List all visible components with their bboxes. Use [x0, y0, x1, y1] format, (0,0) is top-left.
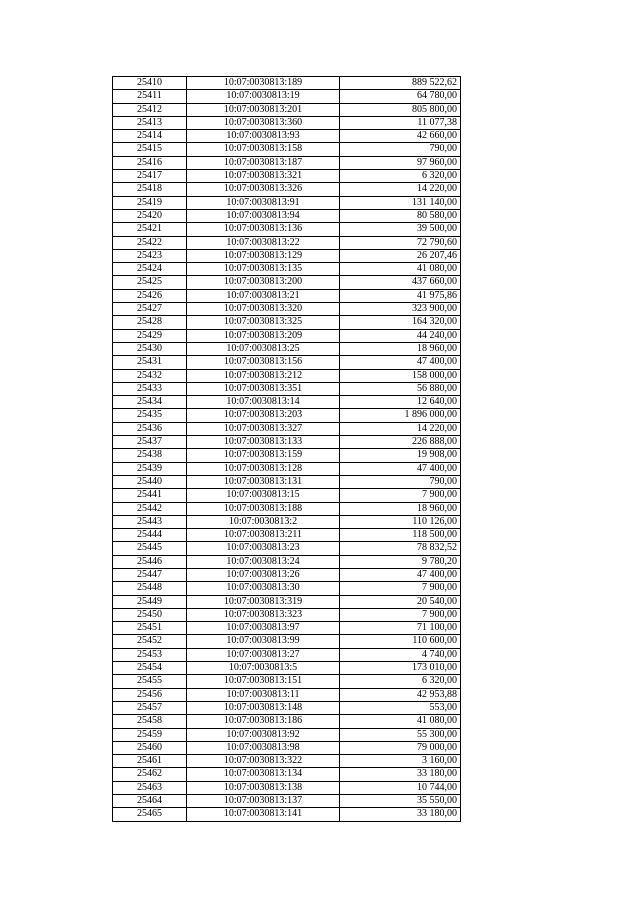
amount-cell: 7 900,00 [340, 608, 461, 621]
table-row [113, 329, 461, 342]
row-number-cell: 25423 [113, 249, 187, 262]
row-number-cell: 25431 [113, 356, 187, 369]
row-number-cell: 25443 [113, 515, 187, 528]
row-number-cell: 25458 [113, 715, 187, 728]
table-row [113, 369, 461, 382]
row-number-cell: 25441 [113, 489, 187, 502]
table-row [113, 209, 461, 222]
row-number-cell: 25438 [113, 449, 187, 462]
amount-cell: 110 600,00 [340, 635, 461, 648]
cadastral-number-cell: 10:07:0030813:25 [187, 342, 340, 355]
cadastral-number-cell: 10:07:0030813:24 [187, 555, 340, 568]
cadastral-number-cell: 10:07:0030813:98 [187, 741, 340, 754]
table-row [113, 90, 461, 103]
row-number-cell: 25433 [113, 382, 187, 395]
amount-cell: 47 400,00 [340, 356, 461, 369]
amount-cell: 26 207,46 [340, 249, 461, 262]
row-number-cell: 25436 [113, 422, 187, 435]
table-row [113, 156, 461, 169]
table-row [113, 502, 461, 515]
amount-cell: 18 960,00 [340, 342, 461, 355]
table-row [113, 688, 461, 701]
table-row [113, 236, 461, 249]
amount-cell: 97 960,00 [340, 156, 461, 169]
table-row [113, 675, 461, 688]
table-row [113, 701, 461, 714]
cadastral-number-cell: 10:07:0030813:99 [187, 635, 340, 648]
table-row [113, 130, 461, 143]
table-row [113, 741, 461, 754]
amount-cell: 323 900,00 [340, 303, 461, 316]
cadastral-number-cell: 10:07:0030813:327 [187, 422, 340, 435]
cadastral-number-cell: 10:07:0030813:5 [187, 662, 340, 675]
amount-cell: 72 790,60 [340, 236, 461, 249]
table-row [113, 143, 461, 156]
amount-cell: 3 160,00 [340, 755, 461, 768]
amount-cell: 79 000,00 [340, 741, 461, 754]
row-number-cell: 25442 [113, 502, 187, 515]
table-row [113, 396, 461, 409]
cadastral-number-cell: 10:07:0030813:325 [187, 316, 340, 329]
amount-cell: 6 320,00 [340, 170, 461, 183]
table-row [113, 303, 461, 316]
amount-cell: 110 126,00 [340, 515, 461, 528]
row-number-cell: 25439 [113, 462, 187, 475]
row-number-cell: 25428 [113, 316, 187, 329]
cadastral-number-cell: 10:07:0030813:134 [187, 768, 340, 781]
table-row [113, 662, 461, 675]
amount-cell: 44 240,00 [340, 329, 461, 342]
amount-cell: 6 320,00 [340, 675, 461, 688]
cadastral-number-cell: 10:07:0030813:151 [187, 675, 340, 688]
row-number-cell: 25460 [113, 741, 187, 754]
row-number-cell: 25410 [113, 77, 187, 90]
table-row [113, 289, 461, 302]
table-row [113, 781, 461, 794]
amount-cell: 7 900,00 [340, 489, 461, 502]
cadastral-number-cell: 10:07:0030813:187 [187, 156, 340, 169]
table-row [113, 475, 461, 488]
cadastral-number-cell: 10:07:0030813:159 [187, 449, 340, 462]
amount-cell: 131 140,00 [340, 196, 461, 209]
row-number-cell: 25449 [113, 595, 187, 608]
cadastral-table [112, 76, 461, 822]
amount-cell: 39 500,00 [340, 223, 461, 236]
cadastral-number-cell: 10:07:0030813:360 [187, 116, 340, 129]
table-row [113, 635, 461, 648]
row-number-cell: 25421 [113, 223, 187, 236]
row-number-cell: 25465 [113, 808, 187, 821]
cadastral-number-cell: 10:07:0030813:128 [187, 462, 340, 475]
table-row [113, 795, 461, 808]
amount-cell: 41 975,86 [340, 289, 461, 302]
table-row [113, 116, 461, 129]
cadastral-number-cell: 10:07:0030813:209 [187, 329, 340, 342]
row-number-cell: 25419 [113, 196, 187, 209]
row-number-cell: 25457 [113, 701, 187, 714]
row-number-cell: 25447 [113, 568, 187, 581]
amount-cell: 10 744,00 [340, 781, 461, 794]
row-number-cell: 25451 [113, 622, 187, 635]
row-number-cell: 25434 [113, 396, 187, 409]
amount-cell: 164 320,00 [340, 316, 461, 329]
cadastral-number-cell: 10:07:0030813:27 [187, 648, 340, 661]
table-row [113, 103, 461, 116]
amount-cell: 437 660,00 [340, 276, 461, 289]
row-number-cell: 25420 [113, 209, 187, 222]
row-number-cell: 25424 [113, 263, 187, 276]
table-row [113, 715, 461, 728]
cadastral-number-cell: 10:07:0030813:186 [187, 715, 340, 728]
row-number-cell: 25430 [113, 342, 187, 355]
row-number-cell: 25413 [113, 116, 187, 129]
cadastral-number-cell: 10:07:0030813:2 [187, 515, 340, 528]
row-number-cell: 25459 [113, 728, 187, 741]
table-row [113, 223, 461, 236]
cadastral-number-cell: 10:07:0030813:158 [187, 143, 340, 156]
table-row [113, 489, 461, 502]
cadastral-number-cell: 10:07:0030813:19 [187, 90, 340, 103]
amount-cell: 42 953,88 [340, 688, 461, 701]
amount-cell: 7 900,00 [340, 582, 461, 595]
amount-cell: 78 832,52 [340, 542, 461, 555]
table-row [113, 808, 461, 821]
row-number-cell: 25440 [113, 475, 187, 488]
amount-cell: 19 908,00 [340, 449, 461, 462]
amount-cell: 14 220,00 [340, 183, 461, 196]
row-number-cell: 25426 [113, 289, 187, 302]
row-number-cell: 25463 [113, 781, 187, 794]
table-row [113, 183, 461, 196]
row-number-cell: 25454 [113, 662, 187, 675]
amount-cell: 33 180,00 [340, 768, 461, 781]
cadastral-number-cell: 10:07:0030813:211 [187, 529, 340, 542]
table-row [113, 542, 461, 555]
cadastral-number-cell: 10:07:0030813:22 [187, 236, 340, 249]
cadastral-number-cell: 10:07:0030813:200 [187, 276, 340, 289]
table-row [113, 529, 461, 542]
cadastral-number-cell: 10:07:0030813:131 [187, 475, 340, 488]
cadastral-number-cell: 10:07:0030813:15 [187, 489, 340, 502]
table-row [113, 648, 461, 661]
table-body [113, 77, 461, 822]
table-row [113, 568, 461, 581]
amount-cell: 805 800,00 [340, 103, 461, 116]
table-row [113, 449, 461, 462]
row-number-cell: 25412 [113, 103, 187, 116]
row-number-cell: 25411 [113, 90, 187, 103]
row-number-cell: 25432 [113, 369, 187, 382]
amount-cell: 158 000,00 [340, 369, 461, 382]
amount-cell: 173 010,00 [340, 662, 461, 675]
amount-cell: 889 522,62 [340, 77, 461, 90]
row-number-cell: 25456 [113, 688, 187, 701]
cadastral-number-cell: 10:07:0030813:97 [187, 622, 340, 635]
document-page [112, 76, 461, 822]
table-row [113, 196, 461, 209]
cadastral-number-cell: 10:07:0030813:30 [187, 582, 340, 595]
amount-cell: 20 540,00 [340, 595, 461, 608]
row-number-cell: 25450 [113, 608, 187, 621]
cadastral-number-cell: 10:07:0030813:321 [187, 170, 340, 183]
cadastral-number-cell: 10:07:0030813:323 [187, 608, 340, 621]
table-row [113, 409, 461, 422]
cadastral-number-cell: 10:07:0030813:351 [187, 382, 340, 395]
table-row [113, 515, 461, 528]
cadastral-number-cell: 10:07:0030813:23 [187, 542, 340, 555]
row-number-cell: 25464 [113, 795, 187, 808]
row-number-cell: 25445 [113, 542, 187, 555]
cadastral-number-cell: 10:07:0030813:156 [187, 356, 340, 369]
table-row [113, 382, 461, 395]
table-row [113, 249, 461, 262]
row-number-cell: 25462 [113, 768, 187, 781]
amount-cell: 4 740,00 [340, 648, 461, 661]
cadastral-number-cell: 10:07:0030813:136 [187, 223, 340, 236]
cadastral-number-cell: 10:07:0030813:138 [187, 781, 340, 794]
cadastral-number-cell: 10:07:0030813:212 [187, 369, 340, 382]
table-row [113, 555, 461, 568]
cadastral-number-cell: 10:07:0030813:14 [187, 396, 340, 409]
table-row [113, 422, 461, 435]
amount-cell: 18 960,00 [340, 502, 461, 515]
table-row [113, 595, 461, 608]
amount-cell: 9 780,20 [340, 555, 461, 568]
row-number-cell: 25414 [113, 130, 187, 143]
cadastral-number-cell: 10:07:0030813:93 [187, 130, 340, 143]
table-row [113, 755, 461, 768]
cadastral-number-cell: 10:07:0030813:322 [187, 755, 340, 768]
row-number-cell: 25417 [113, 170, 187, 183]
row-number-cell: 25446 [113, 555, 187, 568]
table-row [113, 276, 461, 289]
cadastral-number-cell: 10:07:0030813:326 [187, 183, 340, 196]
cadastral-number-cell: 10:07:0030813:189 [187, 77, 340, 90]
table-row [113, 316, 461, 329]
cadastral-number-cell: 10:07:0030813:129 [187, 249, 340, 262]
amount-cell: 41 080,00 [340, 263, 461, 276]
table-row [113, 582, 461, 595]
amount-cell: 64 780,00 [340, 90, 461, 103]
row-number-cell: 25452 [113, 635, 187, 648]
row-number-cell: 25422 [113, 236, 187, 249]
table-row [113, 263, 461, 276]
cadastral-number-cell: 10:07:0030813:133 [187, 436, 340, 449]
amount-cell: 12 640,00 [340, 396, 461, 409]
amount-cell: 55 300,00 [340, 728, 461, 741]
amount-cell: 41 080,00 [340, 715, 461, 728]
row-number-cell: 25416 [113, 156, 187, 169]
row-number-cell: 25448 [113, 582, 187, 595]
row-number-cell: 25429 [113, 329, 187, 342]
cadastral-number-cell: 10:07:0030813:26 [187, 568, 340, 581]
amount-cell: 14 220,00 [340, 422, 461, 435]
amount-cell: 11 077,38 [340, 116, 461, 129]
amount-cell: 47 400,00 [340, 568, 461, 581]
cadastral-number-cell: 10:07:0030813:141 [187, 808, 340, 821]
amount-cell: 42 660,00 [340, 130, 461, 143]
cadastral-number-cell: 10:07:0030813:137 [187, 795, 340, 808]
amount-cell: 790,00 [340, 143, 461, 156]
amount-cell: 790,00 [340, 475, 461, 488]
cadastral-number-cell: 10:07:0030813:91 [187, 196, 340, 209]
row-number-cell: 25453 [113, 648, 187, 661]
row-number-cell: 25418 [113, 183, 187, 196]
amount-cell: 118 500,00 [340, 529, 461, 542]
cadastral-number-cell: 10:07:0030813:94 [187, 209, 340, 222]
amount-cell: 33 180,00 [340, 808, 461, 821]
cadastral-number-cell: 10:07:0030813:135 [187, 263, 340, 276]
row-number-cell: 25435 [113, 409, 187, 422]
table-row [113, 728, 461, 741]
row-number-cell: 25461 [113, 755, 187, 768]
cadastral-number-cell: 10:07:0030813:203 [187, 409, 340, 422]
table-row [113, 77, 461, 90]
table-row [113, 462, 461, 475]
amount-cell: 80 580,00 [340, 209, 461, 222]
amount-cell: 71 100,00 [340, 622, 461, 635]
row-number-cell: 25437 [113, 436, 187, 449]
table-row [113, 608, 461, 621]
table-row [113, 356, 461, 369]
table-row [113, 436, 461, 449]
amount-cell: 226 888,00 [340, 436, 461, 449]
table-row [113, 622, 461, 635]
amount-cell: 1 896 000,00 [340, 409, 461, 422]
cadastral-number-cell: 10:07:0030813:201 [187, 103, 340, 116]
cadastral-number-cell: 10:07:0030813:21 [187, 289, 340, 302]
amount-cell: 553,00 [340, 701, 461, 714]
table-row [113, 170, 461, 183]
amount-cell: 47 400,00 [340, 462, 461, 475]
row-number-cell: 25415 [113, 143, 187, 156]
cadastral-number-cell: 10:07:0030813:11 [187, 688, 340, 701]
table-row [113, 342, 461, 355]
cadastral-number-cell: 10:07:0030813:320 [187, 303, 340, 316]
amount-cell: 56 880,00 [340, 382, 461, 395]
cadastral-number-cell: 10:07:0030813:92 [187, 728, 340, 741]
cadastral-number-cell: 10:07:0030813:188 [187, 502, 340, 515]
amount-cell: 35 550,00 [340, 795, 461, 808]
row-number-cell: 25455 [113, 675, 187, 688]
table-row [113, 768, 461, 781]
row-number-cell: 25425 [113, 276, 187, 289]
row-number-cell: 25444 [113, 529, 187, 542]
row-number-cell: 25427 [113, 303, 187, 316]
cadastral-number-cell: 10:07:0030813:148 [187, 701, 340, 714]
cadastral-number-cell: 10:07:0030813:319 [187, 595, 340, 608]
